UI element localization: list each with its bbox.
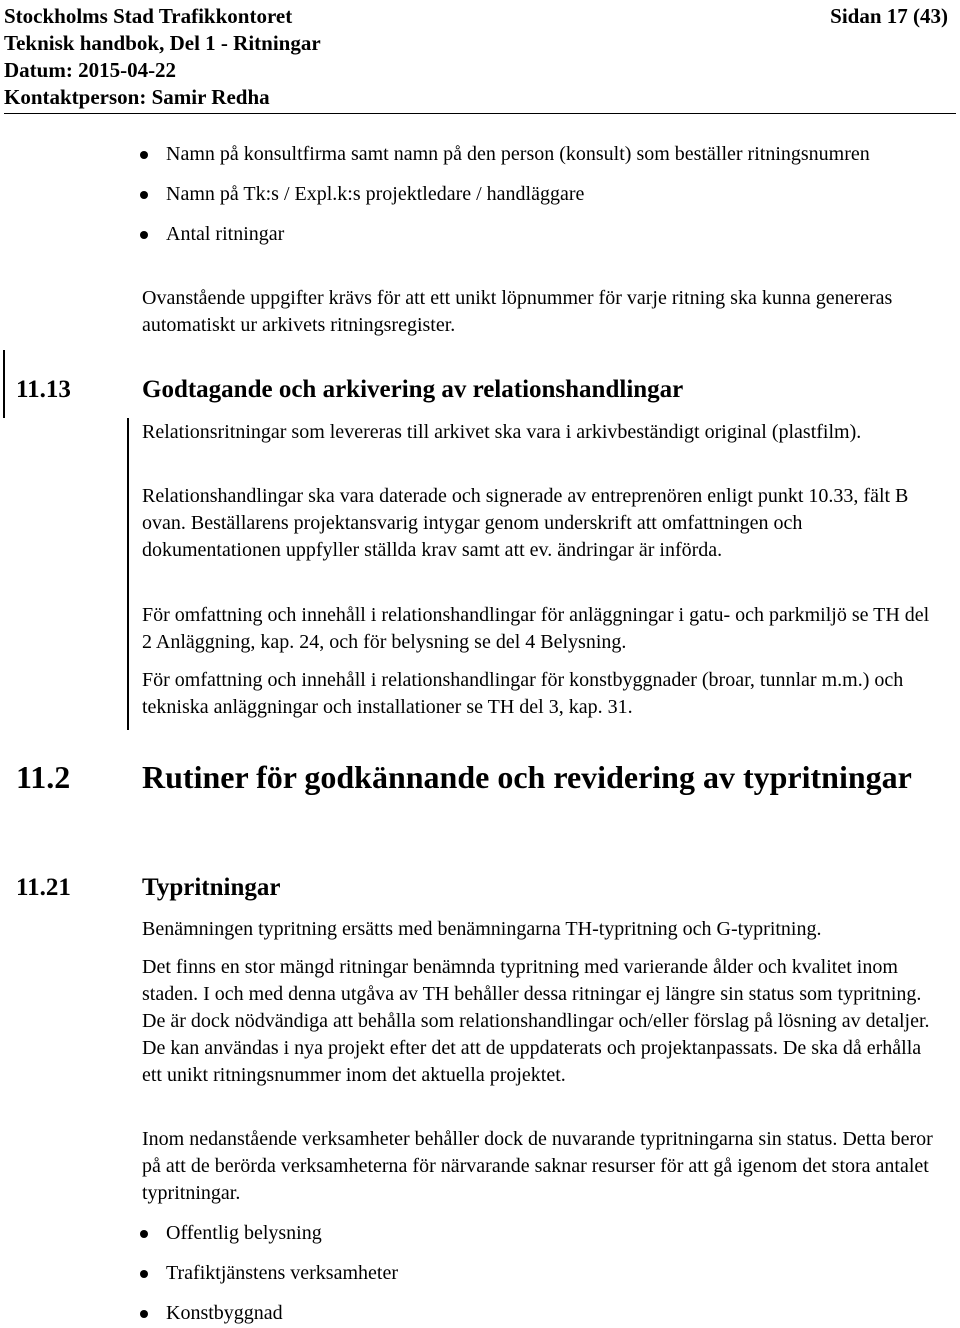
list-item xyxy=(140,1300,940,1327)
list-item-text: Offentlig belysning xyxy=(166,1222,322,1244)
section-title: Godtagande och arkivering av relationshandlingar xyxy=(142,376,684,403)
section-title: Typritningar xyxy=(142,874,281,901)
section-paragraph: Relationshandlingar ska vara daterade och signerade av entreprenören enligt punkt 10.33, fält B ovan. Beställarens projektansvarig intygar genom underskrift att omfattningen och dokumentationen uppfyller ställda krav samt att ev. ändringar är införda. xyxy=(142,485,909,561)
header-org: Stockholms Stad Trafikkontoret xyxy=(4,4,293,28)
intro-paragraph: Ovanstående uppgifter krävs för att ett unikt löpnummer för varje ritning ska kunna genereras automatiskt ur arkivets ritningsregister. xyxy=(142,287,893,336)
page-header xyxy=(4,3,956,114)
list-item xyxy=(140,141,940,168)
chapter-number: 11.2 xyxy=(16,759,71,795)
list-item xyxy=(140,181,940,208)
section-heading-11-21 xyxy=(16,873,280,903)
chapter-title: Rutiner för godkännande och revidering av typritningar xyxy=(142,759,912,795)
section-number: 11.21 xyxy=(16,874,71,901)
bullet-icon xyxy=(140,1270,148,1278)
intro-bullet-list xyxy=(140,141,940,248)
typritning-bullet-list xyxy=(140,1220,940,1327)
section-paragraph: Inom nedanstående verksamheter behåller dock de nuvarande typritningarna sin status. Detta beror på att de berörda verksamheterna för närvarande saknar resurser för att gå igenom det stora antalet typritningar. xyxy=(142,1128,933,1204)
list-item-text: Konstbyggnad xyxy=(166,1302,283,1324)
list-item-text: Namn på konsultfirma samt namn på den person (konsult) som beställer ritningsnumren xyxy=(166,143,870,165)
list-item-text: Namn på Tk:s / Expl.k:s projektledare / handläggare xyxy=(166,183,585,205)
list-item xyxy=(140,1260,940,1287)
section-paragraph: Det finns en stor mängd ritningar benämnda typritning med varierande ålder och kvalitet inom staden. I och med denna utgåva av TH behåller dessa ritningar ej längre sin status som typritning. De är dock nödvändiga att behålla som relationshandlingar och/eller förslag på lösning av detaljer. De kan användas i nya projekt efter det att de uppdaterats och projektanpassats. De ska då erhålla ett unikt ritningsnummer inom det aktuella projektet. xyxy=(142,956,930,1086)
section-paragraph: För omfattning och innehåll i relationshandlingar för anläggningar i gatu- och parkmiljö se TH del 2 Anläggning, kap. 24, och för belysning se del 4 Belysning. xyxy=(142,604,930,653)
bullet-icon xyxy=(140,151,148,159)
list-item-text: Antal ritningar xyxy=(166,223,285,245)
header-handbook: Teknisk handbok, Del 1 - Ritningar xyxy=(4,31,321,55)
section-paragraph: För omfattning och innehåll i relationshandlingar för konstbyggnader (broar, tunnlar m.m.) och tekniska anläggningar och installationer se TH del 3, kap. 31. xyxy=(142,669,904,718)
revision-bar xyxy=(127,418,129,730)
header-contact: Kontaktperson: Samir Redha xyxy=(4,85,270,109)
section-paragraph: Benämningen typritning ersätts med benämningarna TH-typritning och G-typritning. xyxy=(142,918,822,940)
section-heading-11-13 xyxy=(16,375,683,405)
bullet-icon xyxy=(140,191,148,199)
revision-bar xyxy=(3,350,5,418)
bullet-icon xyxy=(140,1230,148,1238)
bullet-icon xyxy=(140,231,148,239)
list-item-text: Trafiktjänstens verksamheter xyxy=(166,1262,398,1284)
list-item xyxy=(140,1220,940,1247)
section-number: 11.13 xyxy=(16,376,71,403)
header-page-number: Sidan 17 (43) xyxy=(830,4,948,28)
bullet-icon xyxy=(140,1310,148,1318)
header-date: Datum: 2015-04-22 xyxy=(4,58,177,82)
section-paragraph: Relationsritningar som levereras till arkivet ska vara i arkivbeständigt original (plastfilm). xyxy=(142,421,862,443)
list-item xyxy=(140,221,940,248)
